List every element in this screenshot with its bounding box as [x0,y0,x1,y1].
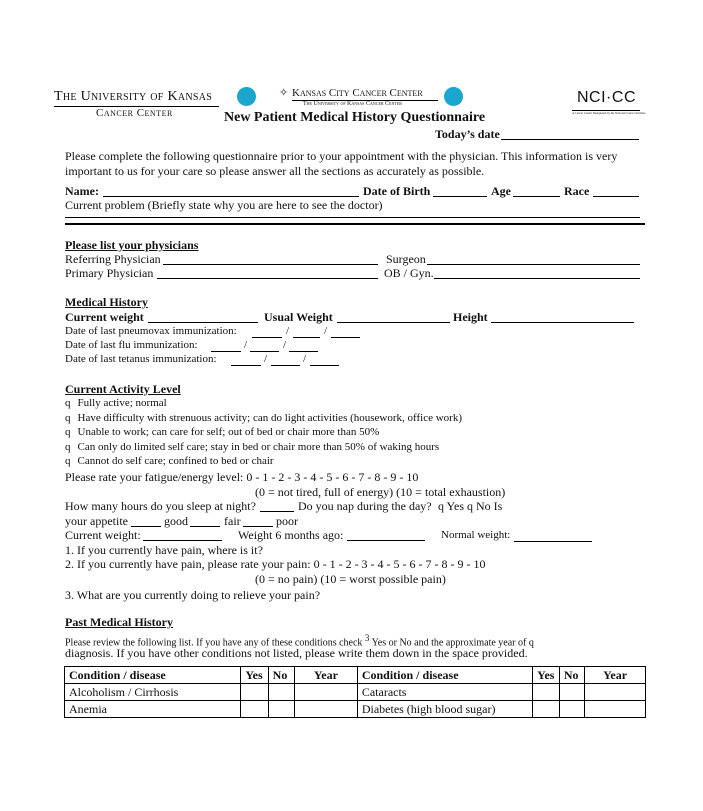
appetite-poor-label: poor [276,514,298,528]
normal-weight-label: Normal weight: [441,529,511,541]
check-mark-icon: 3 [364,633,370,643]
tetanus-year-field[interactable] [310,354,339,366]
appetite-good-label: good [164,514,188,528]
race-label: Race [564,184,590,198]
no-cell[interactable] [268,684,294,701]
column-header: Condition / disease [357,667,532,684]
activity-option[interactable] [65,397,167,409]
no-cell[interactable] [268,701,294,718]
activity-option-label: Have difficulty with strenuous activity; can do light activities (housework, office work) [77,412,463,424]
surgeon-field[interactable] [427,253,640,265]
normal-weight-field[interactable] [514,530,592,542]
obgyn-label: OB / Gyn. [384,266,434,280]
ncicc-wordmark: NCI·CC [577,89,636,106]
year-cell[interactable] [585,684,646,701]
height-field[interactable] [491,311,634,323]
column-header: Year [295,667,358,684]
surgeon-label: Surgeon [386,252,426,266]
ku-logo-line2: Cancer Center [96,107,173,119]
date-separator: / [324,325,328,337]
kc-star-icon: ✧ [279,87,289,99]
pneumovax-day-field[interactable] [293,326,320,338]
usual-weight-field[interactable] [337,311,450,323]
column-header: No [559,667,584,684]
yes-cell[interactable] [533,684,560,701]
usual-weight-label: Usual Weight [264,310,333,324]
column-header: Condition / disease [65,667,241,684]
age-field[interactable] [513,185,560,197]
weight-6-months-field[interactable] [347,529,425,541]
activity-option-label: Fully active; normal [77,397,167,409]
current-problem-field[interactable] [65,217,640,218]
checkbox-icon[interactable]: q [65,397,71,409]
condition-cell: Diabetes (high blood sugar) [357,701,532,718]
flu-month-field[interactable] [211,340,241,352]
date-separator: / [303,353,307,365]
condition-cell: Anemia [65,701,241,718]
activity-option-label: Can only do limited self care; stay in bed or chair more than 50% of waking hours [77,441,440,453]
current-weight-2-label: Current weight: [65,528,141,542]
weight-6-months-label: Weight 6 months ago: [238,528,344,542]
checkbox-icon[interactable]: q [65,455,71,467]
primary-physician-field[interactable] [157,267,378,279]
sleep-hours-field[interactable] [260,500,294,512]
fatigue-scale-text: (0 = not tired, full of energy) (10 = total exhaustion) [255,485,506,499]
checkbox-icon[interactable]: q [65,426,71,438]
current-problem-label: Current problem (Briefly state why you are here to see the doctor) [65,198,383,212]
referring-physician-field[interactable] [163,253,378,265]
instruction-text: Yes or No and the approximate year of q [371,637,534,649]
height-label: Height [453,310,488,324]
page-title: New Patient Medical History Questionnaire [224,110,486,125]
primary-physician-label: Primary Physician [65,266,154,280]
tetanus-month-field[interactable] [231,354,261,366]
flu-day-field[interactable] [250,340,279,352]
intro-text-line2: important to us for your care so please answer all the sections as accurately as possible. [65,164,485,178]
no-cell[interactable] [559,701,584,718]
checkbox-icon[interactable]: q [65,441,71,453]
no-cell[interactable] [559,684,584,701]
condition-cell: Alcoholism / Cirrhosis [65,684,241,701]
date-separator: / [264,353,268,365]
referring-physician-label: Referring Physician [65,252,161,266]
dob-label: Date of Birth [363,184,431,198]
activity-option-label: Unable to work; can care for self; out of bed or chair more than 50% [77,426,380,438]
checkbox-icon[interactable]: q [65,412,71,424]
physicians-heading: Please list your physicians [65,238,199,252]
current-weight-label: Current weight [65,310,144,324]
condition-cell: Cataracts [357,684,532,701]
appetite-poor-field[interactable] [243,515,273,527]
activity-option[interactable] [65,412,462,424]
column-header: Yes [241,667,268,684]
tetanus-label: Date of last tetanus immunization: [65,353,217,365]
name-field[interactable] [103,185,359,197]
todays-date-field[interactable] [501,128,639,140]
intro-text-line1: Please complete the following questionnaire prior to your appointment with the physician. This information is very [65,149,618,163]
year-cell[interactable] [295,701,358,718]
tetanus-day-field[interactable] [271,354,300,366]
pneumovax-label: Date of last pneumovax immunization: [65,325,237,337]
yes-cell[interactable] [241,684,268,701]
activity-option[interactable] [65,441,439,453]
past-history-instruction-2: diagnosis. If you have other conditions not listed, please write them down in the space provided. [65,646,528,660]
column-header: No [268,667,294,684]
instruction-text: Please review the following list. If you have any of these conditions check [65,637,363,649]
pain-scale-text: (0 = no pain) (10 = worst possible pain) [255,572,446,586]
date-separator: / [244,339,248,351]
column-header: Year [585,667,646,684]
current-weight-2-field[interactable] [143,529,222,541]
section-divider [65,223,645,225]
name-label: Name: [65,184,99,198]
table-row [65,701,646,718]
pain-question-3: 3. What are you currently doing to relieve your pain? [65,588,321,602]
date-separator: / [283,339,287,351]
yes-cell[interactable] [533,701,560,718]
race-field[interactable] [593,185,639,197]
obgyn-field[interactable] [434,267,640,279]
past-history-heading: Past Medical History [65,615,173,629]
yes-cell[interactable] [241,701,268,718]
sleep-question: How many hours do you sleep at night? [65,499,256,513]
todays-date-label: Today’s date [435,127,500,141]
flu-label: Date of last flu immunization: [65,339,198,351]
flu-year-field[interactable] [289,340,318,352]
pneumovax-year-field[interactable] [331,326,360,338]
table-row [65,684,646,701]
activity-option[interactable] [65,455,274,467]
date-separator: / [286,325,290,337]
appetite-label: your appetite [65,514,128,528]
blue-dot-icon [444,87,463,106]
medical-history-heading: Medical History [65,295,148,309]
activity-option[interactable] [65,426,379,438]
column-header: Yes [533,667,560,684]
ncicc-tagline: A Cancer Center Designated by the National Cancer Institute [572,111,646,115]
pain-question-1: 1. If you currently have pain, where is it? [65,543,263,557]
table-header-row [65,667,646,684]
blue-dot-icon [237,87,256,106]
appetite-good-field[interactable] [131,515,161,527]
pain-question-2[interactable]: 2. If you currently have pain, please rate your pain: 0 - 1 - 2 - 3 - 4 - 5 - 6 - 7 - 8 - 9 - 10 [65,557,486,571]
activity-option-label: Cannot do self care; confined to bed or chair [77,455,274,467]
ku-logo-line1: The University of Kansas [54,89,213,104]
fatigue-rating[interactable]: Please rate your fatigue/energy level: 0 - 1 - 2 - 3 - 4 - 5 - 6 - 7 - 8 - 9 - 10 [65,470,419,484]
current-weight-field[interactable] [148,311,258,323]
year-cell[interactable] [295,684,358,701]
activity-heading: Current Activity Level [65,382,181,396]
nap-options[interactable]: q Yes q No Is [438,499,503,513]
age-label: Age [491,184,511,198]
pneumovax-month-field[interactable] [252,326,282,338]
conditions-table [64,666,646,718]
kc-logo-line2: The University of Kansas Cancer Center [303,101,402,107]
appetite-fair-field[interactable] [190,515,220,527]
dob-field[interactable] [433,185,487,197]
nap-question: Do you nap during the day? [298,499,432,513]
kc-logo-line1: Kansas City Cancer Center [292,87,423,99]
year-cell[interactable] [585,701,646,718]
appetite-fair-label: fair [224,514,241,528]
